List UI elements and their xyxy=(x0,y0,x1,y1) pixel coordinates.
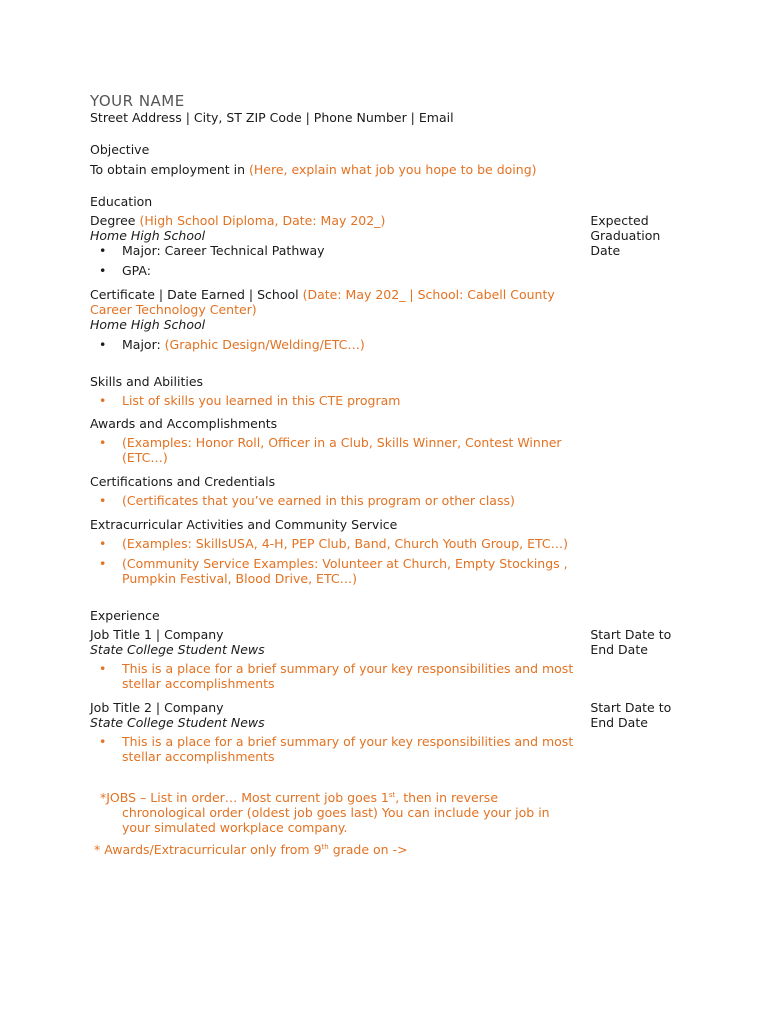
resume-page xyxy=(90,92,690,857)
job-organization: State College Student News xyxy=(90,642,265,657)
education-heading: Education xyxy=(90,194,153,209)
objective-placeholder: (Here, explain what job you hope to be doing) xyxy=(249,162,537,177)
list-item: • Major: Career Technical Pathway xyxy=(90,243,590,258)
skills-heading: Skills and Abilities xyxy=(90,374,204,389)
degree-school: Home High School xyxy=(90,228,206,243)
degree-label: Degree xyxy=(90,213,140,228)
jobs-note-a: *JOBS – List in order… Most current job goes 1 xyxy=(100,790,389,805)
certificate-placeholder: (Date: May 202_ | School: Cabell County Career Technology Center) xyxy=(90,287,555,317)
degree-block xyxy=(90,213,590,278)
job-bullets xyxy=(90,734,580,764)
contact-line: Street Address | City, ST ZIP Code | Phone Number | Email xyxy=(90,110,454,125)
jobs-note-b: , then in reverse chronological order (oldest job goes last) You can include your job in your simulated workplace company. xyxy=(122,790,550,835)
list-item: • (Community Service Examples: Volunteer at Church, Empty Stockings , Pumpkin Festival, Blood Drive, ETC…) xyxy=(90,556,580,586)
list-item: • (Examples: Honor Roll, Officer in a Club, Skills Winner, Contest Winner (ETC…) xyxy=(90,435,570,465)
job-entry xyxy=(90,700,690,764)
objective-lead: To obtain employment in xyxy=(90,162,249,177)
extracurricular-heading: Extracurricular Activities and Community Service xyxy=(90,517,398,532)
job-title: Job Title 1 | Company xyxy=(90,627,224,642)
list-item: • This is a place for a brief summary of your key responsibilities and most stellar accomplishments xyxy=(90,661,580,691)
major-placeholder: (Graphic Design/Welding/ETC…) xyxy=(164,337,365,352)
awards-bullets xyxy=(90,435,570,465)
certifications-heading: Certifications and Credentials xyxy=(90,474,276,489)
certificate-school: Home High School xyxy=(90,317,206,332)
degree-line xyxy=(90,213,590,228)
objective-heading: Objective xyxy=(90,142,150,157)
resume-name: YOUR NAME xyxy=(90,92,185,110)
job-details xyxy=(90,700,590,764)
job-bullets xyxy=(90,661,580,691)
major-label: Major: xyxy=(122,337,165,352)
degree-bullets xyxy=(90,243,590,278)
job-organization: State College Student News xyxy=(90,715,265,730)
footnotes xyxy=(90,790,690,857)
job-dates: Start Date to End Date xyxy=(590,627,672,657)
jobs-note-sup: st xyxy=(388,790,396,799)
awards-note-a: * Awards/Extracurricular only from 9 xyxy=(94,842,322,857)
list-item: • (Examples: SkillsUSA, 4-H, PEP Club, Band, Church Youth Group, ETC…) xyxy=(90,536,580,551)
job-entry xyxy=(90,627,690,691)
extracurricular-bullets xyxy=(90,536,580,586)
skills-bullets xyxy=(90,393,690,408)
certificate-line xyxy=(90,287,570,317)
job-details xyxy=(90,627,590,691)
experience-heading: Experience xyxy=(90,608,160,623)
objective-text xyxy=(90,162,690,177)
awards-note-sup: th xyxy=(321,842,329,851)
list-item xyxy=(90,337,690,352)
certificate-bullets xyxy=(90,337,690,352)
list-item: • This is a place for a brief summary of your key responsibilities and most stellar accomplishments xyxy=(90,734,580,764)
job-title: Job Title 2 | Company xyxy=(90,700,224,715)
graduation-date: Expected Graduation Date xyxy=(590,213,661,258)
certificate-label: Certificate | Date Earned | School xyxy=(90,287,303,302)
degree-row xyxy=(90,213,690,278)
list-item: • List of skills you learned in this CTE program xyxy=(90,393,690,408)
awards-note-b: grade on -> xyxy=(328,842,408,857)
job-dates: Start Date to End Date xyxy=(590,700,672,730)
jobs-note xyxy=(90,790,562,835)
certifications-bullets xyxy=(90,493,690,508)
list-item: • (Certificates that you’ve earned in this program or other class) xyxy=(90,493,690,508)
degree-placeholder: (High School Diploma, Date: May 202_) xyxy=(139,213,386,228)
awards-note xyxy=(90,842,690,857)
list-item: • GPA: xyxy=(90,263,590,278)
awards-heading: Awards and Accomplishments xyxy=(90,416,278,431)
